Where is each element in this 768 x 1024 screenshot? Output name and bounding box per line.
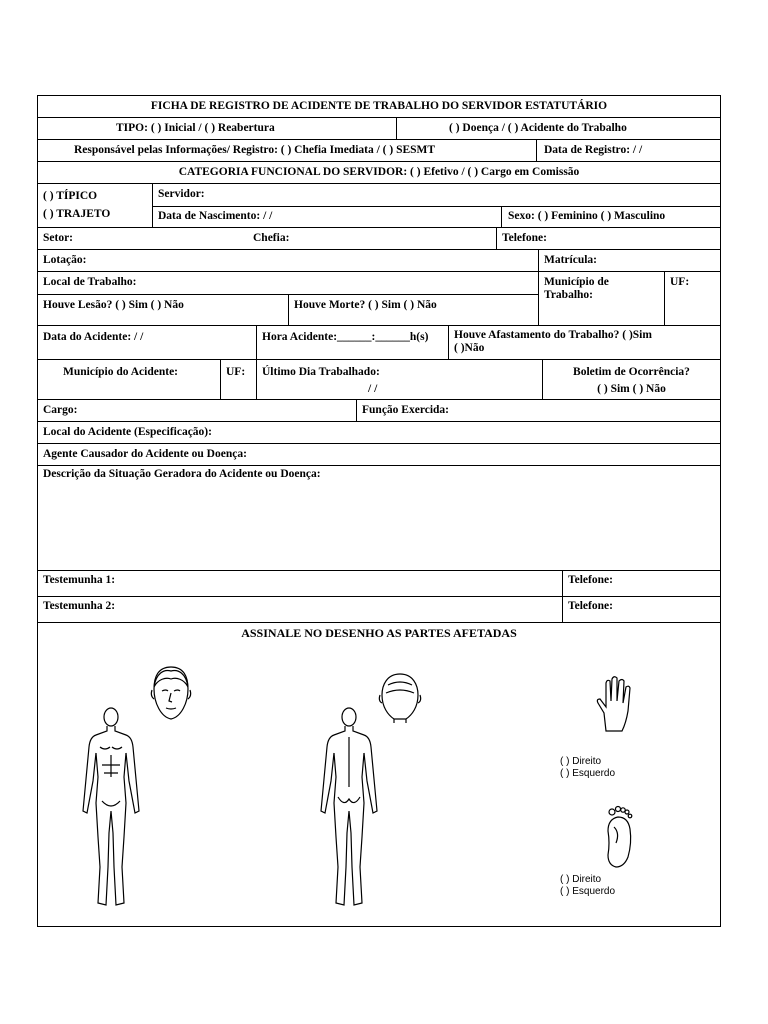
descricao-row [38,466,720,571]
assinale-heading: ASSINALE NO DESENHO AS PARTES AFETADAS [241,626,517,640]
local-acidente-field[interactable]: Local do Acidente (Especificação): [43,426,212,438]
afastamento-line-1: Houve Afastamento do Trabalho? ( )Sim [454,329,652,341]
data-registro-field[interactable]: Data de Registro: / / [536,140,720,161]
lotacao-row [38,250,720,272]
servidor-cell [152,184,720,227]
municipio-acidente-row [38,360,720,400]
sexo-field[interactable]: Sexo: ( ) Feminino ( ) Masculino [501,206,720,227]
data-acidente-row [38,326,720,360]
foot-direito-option[interactable]: ( ) Direito [560,874,602,885]
descricao-field[interactable]: Descrição da Situação Geradora do Acidente ou Doença: [43,468,321,480]
hora-acidente-field[interactable]: Hora Acidente:______:______h(s) [256,326,448,359]
ultimo-dia-data: / / [368,383,378,395]
boletim-label: Boletim de Ocorrência? [573,366,690,378]
agente-field[interactable]: Agente Causador do Acidente ou Doença: [43,448,247,460]
lotacao-field[interactable]: Lotação: [43,254,87,266]
tipo-field[interactable]: TIPO: ( ) Inicial / ( ) Reabertura [116,122,275,134]
local-trabalho-field[interactable]: Local de Trabalho: [43,276,137,288]
foot-esquerdo-option[interactable]: ( ) Esquerdo [560,886,616,897]
hand-direito-option[interactable]: ( ) Direito [560,756,602,767]
responsavel-row [38,140,720,162]
municipio-trabalho-label-1: Município de [544,276,609,288]
form-title-row [38,96,720,118]
tipico-trajeto-cell [38,184,152,227]
afastamento-field[interactable] [448,326,720,359]
trajeto-option[interactable]: ( ) TRAJETO [43,208,111,220]
matricula-field[interactable]: Matrícula: [538,250,720,271]
doenca-acidente-field[interactable]: ( ) Doença / ( ) Acidente do Trabalho [396,118,720,139]
tipo-row [38,118,720,140]
form-title: FICHA DE REGISTRO DE ACIDENTE DE TRABALHO DO SERVIDOR ESTATUTÁRIO [150,100,608,112]
front-body-icon[interactable] [78,707,144,917]
uf-acidente-field[interactable]: UF: [220,360,256,399]
testemunha1-row [38,571,720,597]
testemunha2-field[interactable]: Testemunha 2: [43,600,116,612]
agente-row [38,444,720,466]
back-head-icon[interactable] [378,671,422,723]
categoria-row [38,162,720,184]
hand-icon[interactable] [592,673,638,735]
data-nascimento-field[interactable]: Data de Nascimento: / / [158,210,273,222]
body-diagram-section [38,623,720,926]
telefone2-field[interactable]: Telefone: [562,597,720,622]
categoria-field[interactable]: CATEGORIA FUNCIONAL DO SERVIDOR: ( ) Efetivo / ( ) Cargo em Comissão [178,166,580,178]
setor-field[interactable]: Setor: [43,232,74,244]
chefia-field[interactable]: Chefia: [253,232,290,244]
houve-lesao-field[interactable]: Houve Lesão? ( ) Sim ( ) Não [43,299,184,311]
ultimo-dia-label: Último Dia Trabalhado: [262,366,380,378]
cargo-field[interactable]: Cargo: [43,404,78,416]
municipio-trabalho-label-2: Trabalho: [544,289,593,301]
back-body-icon[interactable] [316,707,382,917]
telefone-field[interactable]: Telefone: [496,228,720,249]
foot-icon[interactable] [598,803,638,869]
setor-row [38,228,720,250]
accident-form [37,95,721,927]
boletim-field[interactable] [542,360,720,399]
servidor-field[interactable]: Servidor: [158,188,205,200]
telefone1-field[interactable]: Telefone: [562,571,720,596]
local-acidente-row [38,422,720,444]
funcao-field[interactable]: Função Exercida: [356,400,720,421]
houve-morte-field[interactable]: Houve Morte? ( ) Sim ( ) Não [288,294,538,325]
local-trabalho-row [38,272,720,326]
servidor-row [38,184,720,228]
front-head-icon[interactable] [148,663,194,725]
data-acidente-field[interactable]: Data do Acidente: / / [43,331,144,343]
boletim-opcoes: ( ) Sim ( ) Não [597,383,666,395]
testemunha1-field[interactable]: Testemunha 1: [43,574,116,586]
afastamento-line-2: ( )Não [454,342,485,354]
municipio-trabalho-field[interactable] [538,272,664,325]
hand-esquerdo-option[interactable]: ( ) Esquerdo [560,768,616,779]
municipio-acidente-field[interactable]: Município do Acidente: [63,366,179,378]
uf-trabalho-field[interactable]: UF: [664,272,720,325]
ultimo-dia-field[interactable] [256,360,542,399]
cargo-row [38,400,720,422]
tipico-option[interactable]: ( ) TÍPICO [43,190,98,202]
testemunha2-row [38,597,720,623]
responsavel-field[interactable]: Responsável pelas Informações/ Registro: ( ) Chefia Imediata / ( ) SESMT [74,144,436,156]
